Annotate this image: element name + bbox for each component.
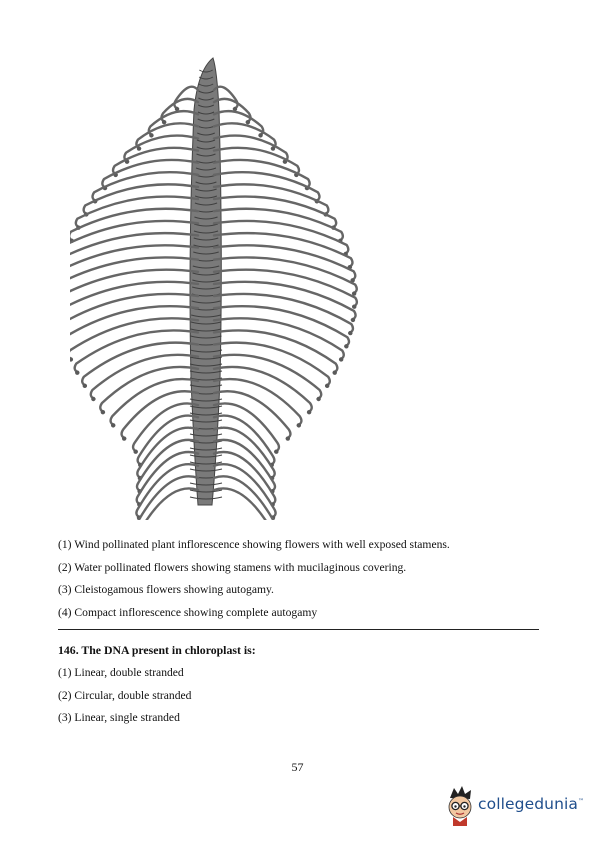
option-2: (2) Water pollinated flowers showing stamens with mucilaginous covering. <box>58 560 407 574</box>
anther <box>83 384 87 388</box>
trademark-mark: ™ <box>578 797 585 805</box>
anther <box>162 120 166 124</box>
stamen-filament <box>70 257 198 293</box>
anther <box>111 423 115 427</box>
stamen-filament <box>70 245 198 280</box>
anther <box>333 370 337 374</box>
stamen-filament <box>70 270 198 307</box>
q146-option-3: (3) Linear, single stranded <box>58 711 180 724</box>
q146-option-1: (1) Linear, double stranded <box>58 666 184 679</box>
logo-wordmark: collegedunia <box>478 795 579 813</box>
section-divider <box>58 629 539 630</box>
option-3: (3) Cleistogamous flowers showing autogamy. <box>58 583 274 596</box>
anther <box>91 397 95 401</box>
anther <box>75 370 79 374</box>
question-146-title: 146. The DNA present in chloroplast is: <box>58 643 256 657</box>
anther <box>70 357 73 361</box>
anther <box>352 305 356 309</box>
collegedunia-logo[interactable] <box>444 784 584 828</box>
anther <box>101 410 105 414</box>
anther <box>344 344 348 348</box>
question-145-options <box>58 534 538 624</box>
stamen-filament <box>70 294 198 333</box>
anther <box>286 436 290 440</box>
anther <box>348 331 352 335</box>
anther <box>307 410 311 414</box>
mascot-icon <box>444 784 478 828</box>
anther <box>297 423 301 427</box>
anther <box>133 450 137 454</box>
question-146-options <box>58 662 191 730</box>
stamen-filament <box>70 221 198 254</box>
anther <box>149 133 153 137</box>
option-4: (4) Compact inflorescence showing complete autogamy <box>58 605 318 619</box>
stamen-filament <box>136 488 198 520</box>
inflorescence-figure <box>70 50 370 520</box>
anther <box>351 318 355 322</box>
stamen-filament <box>214 488 276 520</box>
anther <box>258 133 262 137</box>
anther <box>316 397 320 401</box>
anther <box>122 436 126 440</box>
anther <box>325 384 329 388</box>
anther <box>246 120 250 124</box>
anther <box>274 450 278 454</box>
q146-option-2: (2) Circular, double stranded <box>58 688 192 702</box>
option-1: (1) Wind pollinated plant inflorescence showing flowers with well exposed stamens. <box>58 538 450 551</box>
stamen-filament <box>70 282 198 320</box>
page-number: 57 <box>291 760 304 774</box>
stamen-filament <box>70 233 198 267</box>
anther <box>339 357 343 361</box>
